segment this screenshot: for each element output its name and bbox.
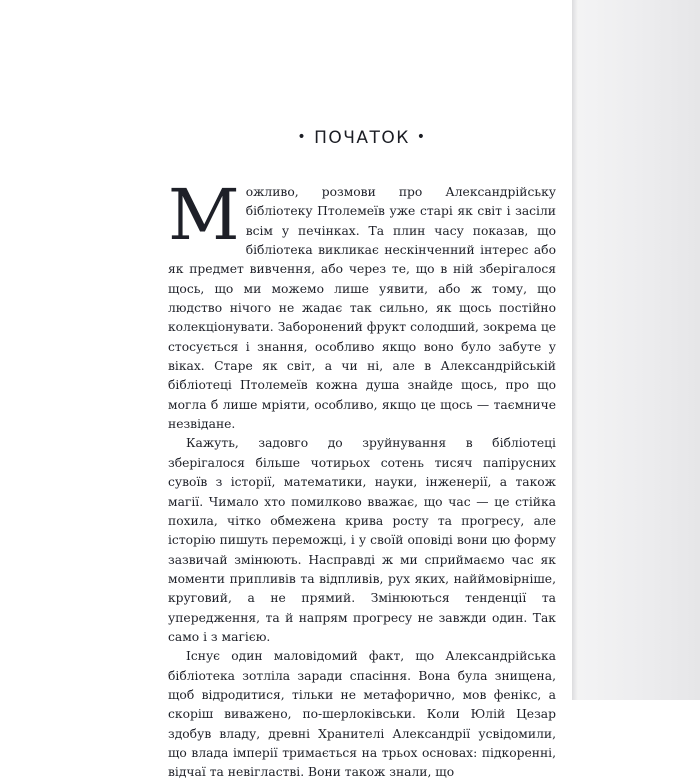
page-edge-shadow xyxy=(572,0,700,700)
drop-cap: М xyxy=(168,174,240,256)
paragraph-1 xyxy=(168,174,556,434)
chapter-body xyxy=(168,174,556,783)
heading-ornament-right: • xyxy=(416,129,427,145)
paragraph-2: Кажуть, задовго до зруйнування в бібліотеці зберігалося більше чотирьох сотень тисяч папірусних сувоїв з історії, математики, науки, інженерії, а також магії. Чимало хто помилково вважає, що час — це стійка похила, чітко обмежена крива росту та прогресу, але історію пишуть переможці, і у своїй оповіді вони цю форму зазвичай змінюють. Насправді ж ми сприймаємо час як моменти припливів та відпливів, рух яких, найймовірніше, круговий, а не прямий. Змінюються тенденції та упередження, та й напрям прогресу не завжди один. Так само і з магією. xyxy=(168,436,556,644)
chapter-title: ПОЧАТОК xyxy=(314,128,410,148)
heading-ornament-left: • xyxy=(297,129,308,145)
paragraph-3: Існує один маловідомий факт, що Александрійська бібліотека зотліла заради спасіння. Вона була знищена, щоб відродитися, тільки не метафорично, мов фенікс, а скоріш виважено, по-шерлоківськи. Коли Юлій Цезар здобув владу, древні Хранителі Александрії усвідомили, що влада імперії тримається на трьох основах: підкоренні, відчаї та невігластві. Вони також знали, що xyxy=(168,649,556,780)
chapter-heading xyxy=(168,128,556,148)
paragraph-1-text: ожливо, розмови про Александрійську бібліотеку Птолемеїв уже старі як світ і засіли всім у печінках. Та плин часу показав, що бібліотека викликає нескінченний інтерес або як предмет вивчення, або через те, що в ній зберігалося щось, що ми можемо лише уявити, або ж тому, що людство нічого не жадає так сильно, як щось постійно колекціонувати. Заборонений фрукт солодший, зокрема це стосується і знання, особливо якщо воно було забуте у віках. Старе як світ, а чи ні, але в Александрійській бібліотеці Птолемеїв кожна душа знайде щось, про що могла б лише мріяти, особливо, якщо це щось — таємниче незвідане. xyxy=(168,185,556,432)
